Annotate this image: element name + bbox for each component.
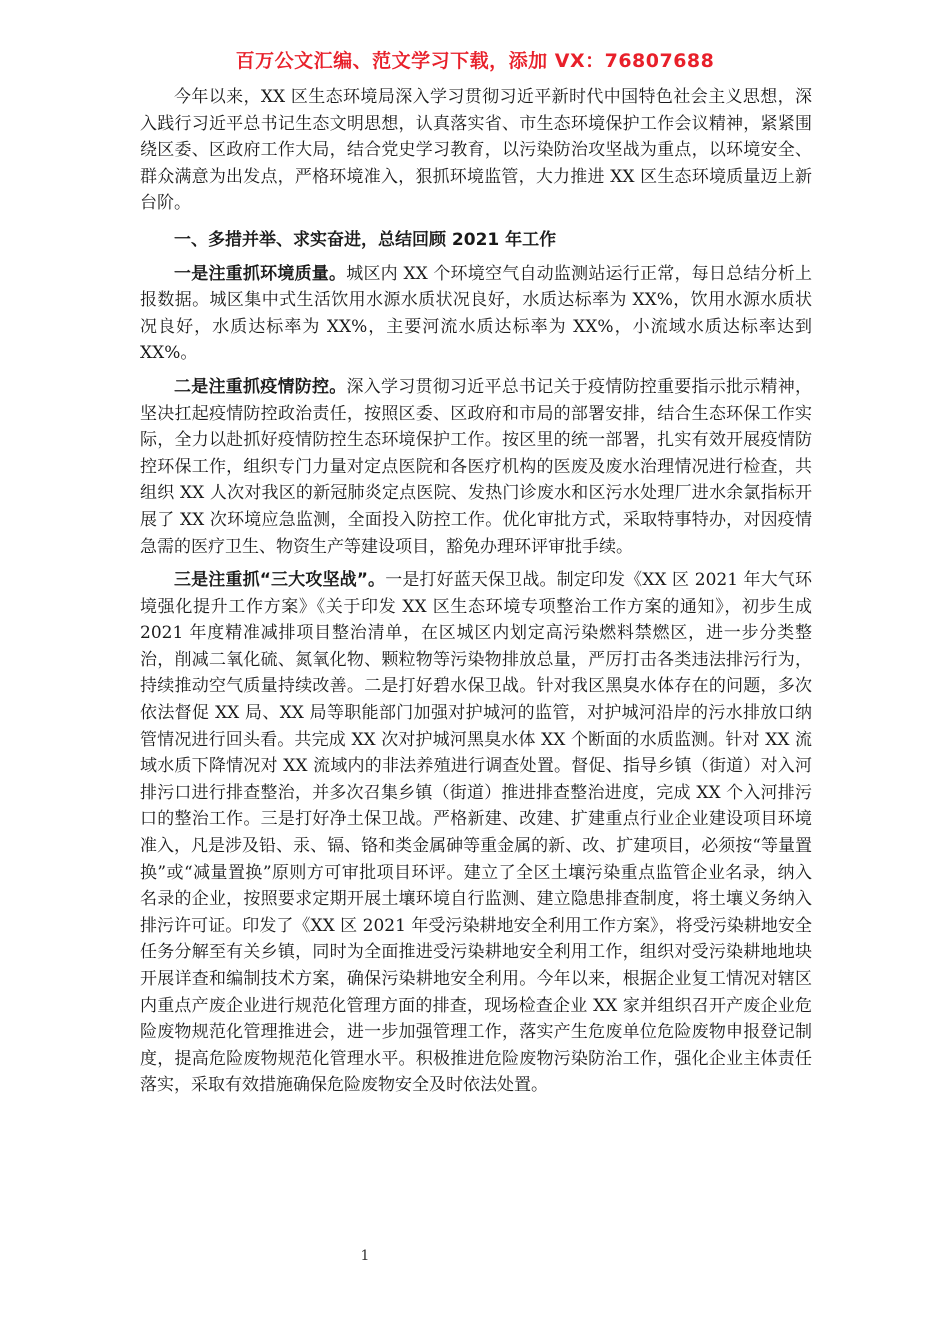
paragraph-body: 城区内 XX 个环境空气自动监测站运行正常，每日总结分析上报数据。城区集中式生活饮用水源水质状况良好，水质达标率为 XX%，饮用水源水质状况良好，水质达标率为 XX%，主要河流水质达标率为 XX%，小流域水质达标率达到 XX%。 — [140, 263, 812, 364]
paragraph-epidemic-prevention — [140, 374, 812, 560]
paragraph-lead: 一是注重抓环境质量。 — [174, 263, 347, 284]
document-body — [140, 84, 812, 1099]
paragraph-lead: 三是注重抓“三大攻坚战”。 — [174, 570, 386, 591]
paragraph-environment-quality — [140, 261, 812, 367]
promo-banner: 百万公文汇编、范文学习下载，添加 VX：76807688 — [235, 50, 715, 72]
section-heading: 一、多措并举、求实奋进，总结回顾 2021 年工作 — [174, 229, 557, 250]
intro-paragraph: 今年以来，XX 区生态环境局深入学习贯彻习近平新时代中国特色社会主义思想，深入践行习近平总书记生态文明思想，认真落实省、市生态环境保护工作会议精神，紧紧围绕区委、区政府工作大局，结合党史学习教育，以污染防治攻坚战为重点，以环境安全、群众满意为出发点，严格环境准入，狠抓环境监管，大力推进 XX 区生态环境质量迈上新台阶。 — [140, 87, 812, 214]
page-number: 1 — [360, 1248, 370, 1264]
paragraph-body: 一是打好蓝天保卫战。制定印发《XX 区 2021 年大气环境强化提升工作方案》《关于印发 XX 区生态环境专项整治工作方案的通知》，初步生成 2021 年度精准减排项目整治清单，在区城区内划定高污染燃料禁燃区，进一步分类整治，削减二氧化硫、氮氧化物、颗粒物等污染物排放总量，严厉打击各类违法排污行为，持续推动空气质量持续改善。二是打好碧水保卫战。针对我区黑臭水体存在的问题，多次依法督促 XX 局、XX 局等职能部门加强对护城河的监管，对护城河沿岸的污水排放口纳管情况进行回头看。共完成 XX 次对护城河黑臭水体 XX 个断面的水质监测。针对 XX 流域水质下降情况对 XX 流域内的非法养殖进行调查处置。督促、指导乡镇（街道）对入河排污口进行排查整治，并多次召集乡镇（街道）推进排查整治进度，完成 XX 个入河排污口的整治工作。三是打好净土保卫战。严格新建、改建、扩建重点行业企业建设项目环境准入，凡是涉及铅、汞、镉、铬和类金属砷等重金属的新、改、扩建项目，必须按“等量置换”或“减量置换”原则方可审批项目环评。建立了全区土壤污染重点监管企业名录，纳入名录的企业，按照要求定期开展土壤环境自行监测、建立隐患排查制度，将土壤义务纳入排污许可证。印发了《XX 区 2021 年受污染耕地安全利用工作方案》，将受污染耕地安全任务分解至有关乡镇，同时为全面推进受污染耕地安全利用工作，组织对受污染耕地地块开展详查和编制技术方案，确保污染耕地安全利用。今年以来，根据企业复工情况对辖区内重点产废企业进行规范化管理方面的排查，现场检查企业 XX 家并组织召开产废企业危险废物规范化管理推进会，进一步加强管理工作，落实产生危废单位危险废物申报登记制度，提高危险废物规范化管理水平。积极推进危险废物污染防治工作，强化企业主体责任落实，采取有效措施确保危险废物安全及时依法处置。 — [140, 570, 812, 1096]
paragraph-three-battles — [140, 567, 812, 1099]
paragraph-body: 深入学习贯彻习近平总书记关于疫情防控重要指示批示精神，坚决扛起疫情防控政治责任，按照区委、区政府和市局的部署安排，结合生态环保工作实际，全力以赴抓好疫情防控生态环境保护工作。按区里的统一部署，扎实有效开展疫情防控环保工作，组织专门力量对定点医院和各医疗机构的医废及废水治理情况进行检查，共组织 XX 人次对我区的新冠肺炎定点医院、发热门诊废水和区污水处理厂进水余氯指标开展了 XX 次环境应急监测，全面投入防控工作。优化审批方式，采取特事特办，对因疫情急需的医疗卫生、物资生产等建设项目，豁免办理环评审批手续。 — [140, 376, 812, 557]
paragraph-lead: 二是注重抓疫情防控。 — [174, 376, 347, 397]
